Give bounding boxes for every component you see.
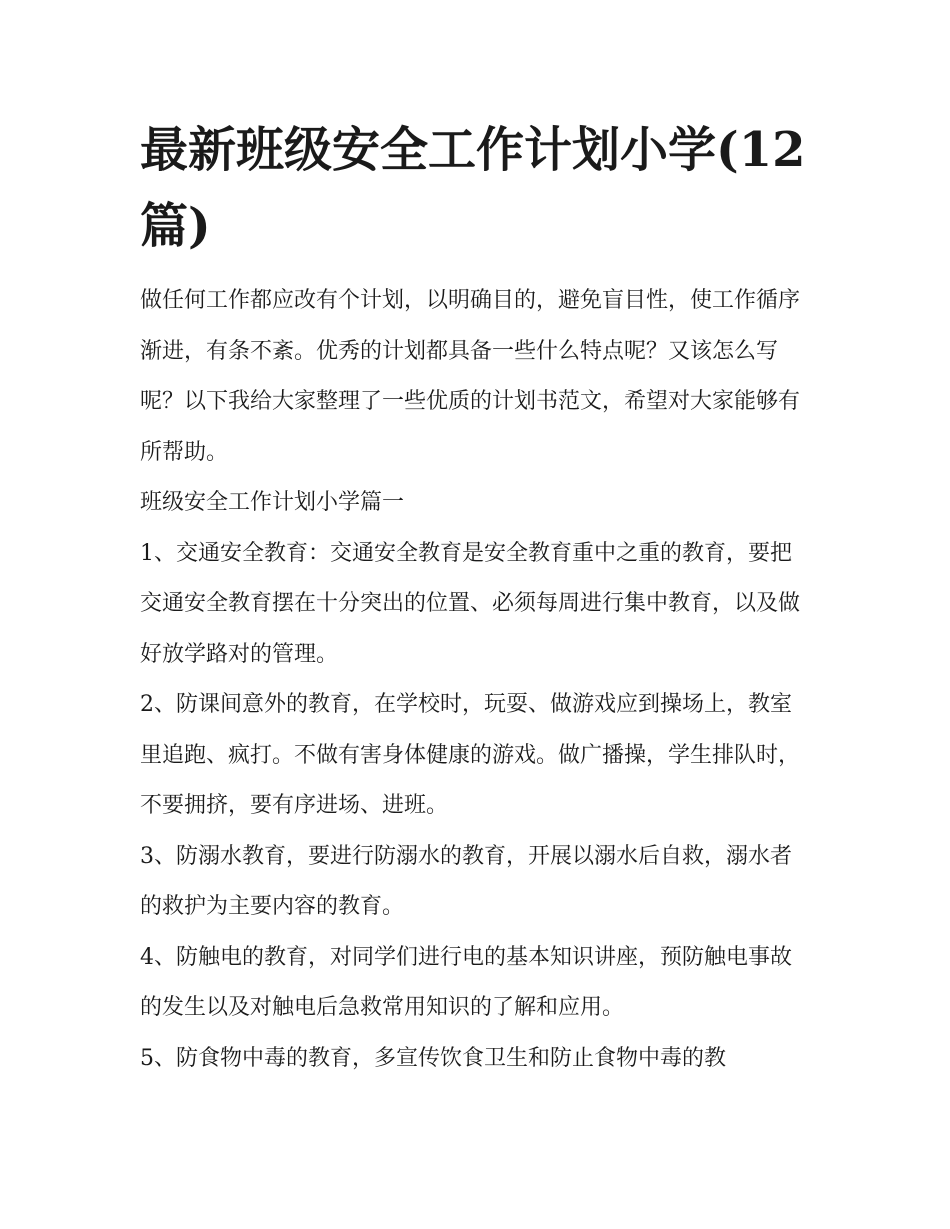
list-item: 1、交通安全教育：交通安全教育是安全教育重中之重的教育，要把交通安全教育摆在十分突出的位置、必须每周进行集中教育，以及做好放学路对的管理。 — [140, 540, 801, 667]
section-heading: 班级安全工作计划小学篇一 — [140, 490, 405, 515]
document-page — [140, 112, 812, 1084]
document-title: 最新班级安全工作计划小学(12篇) — [140, 122, 806, 254]
list-item: 5、防食物中毒的教育，多宣传饮食卫生和防止食物中毒的教 — [140, 1045, 726, 1071]
list-item: 2、防课间意外的教育，在学校时，玩耍、做游戏应到操场上，教室里追跑、疯打。不做有害身体健康的游戏。做广播操，学生排队时，不要拥挤，要有序进场、进班。 — [140, 692, 801, 818]
list-item: 4、防触电的教育，对同学们进行电的基本知识讲座，预防触电事故的发生以及对触电后急救常用知识的了解和应用。 — [140, 944, 792, 1020]
list-item: 3、防溺水教育，要进行防溺水的教育，开展以溺水后自救，溺水者的救护为主要内容的教育。 — [140, 843, 792, 919]
intro-paragraph: 做任何工作都应改有个计划，以明确目的，避免盲目性，使工作循序渐进，有条不紊。优秀的计划都具备一些什么特点呢？又该怎么写呢？以下我给大家整理了一些优质的计划书范文，希望对大家能够有所帮助。 — [140, 288, 801, 465]
